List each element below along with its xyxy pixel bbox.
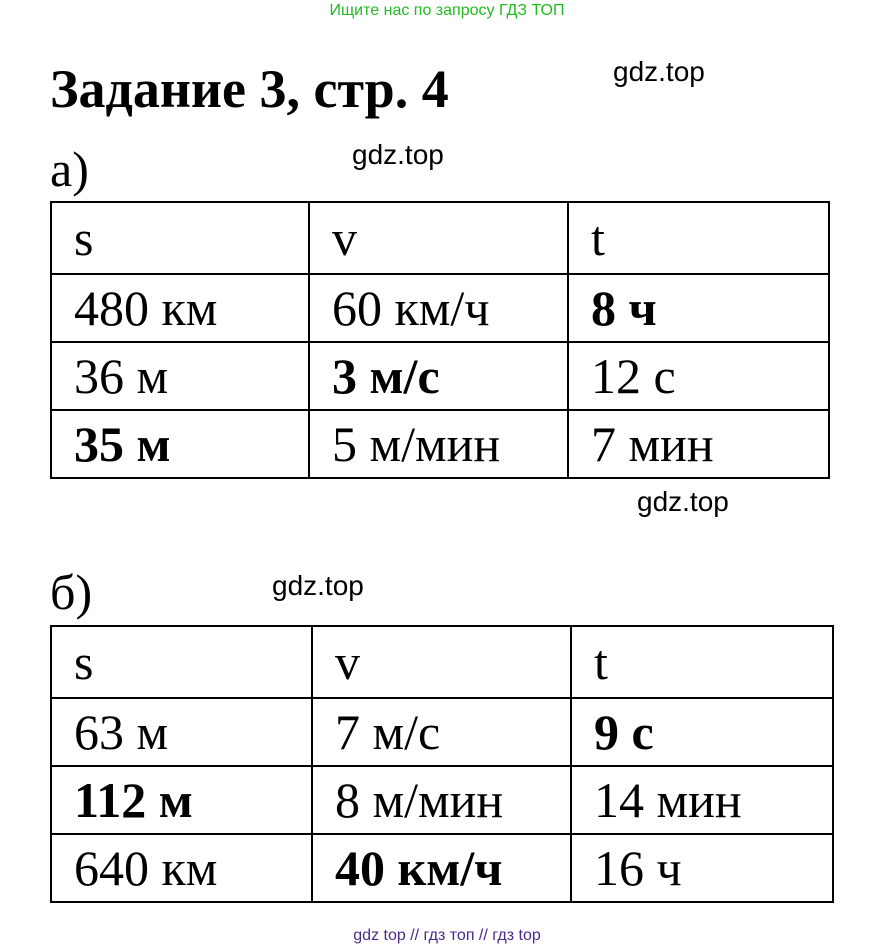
table-cell: 7 мин — [568, 410, 829, 478]
table-cell: 8 ч — [568, 274, 829, 342]
table-cell: 12 с — [568, 342, 829, 410]
table-a — [50, 201, 830, 479]
part-label-b: б) — [50, 564, 93, 620]
table-row — [51, 766, 833, 834]
table-row — [51, 274, 829, 342]
footer: gdz top // гдз топ // гдз top — [353, 927, 541, 944]
header-cell-s: s — [51, 202, 309, 274]
table-cell: 63 м — [51, 698, 312, 766]
table-cell: 60 км/ч — [309, 274, 568, 342]
top-banner: Ищите нас по запросу ГДЗ ТОП — [329, 2, 565, 19]
table-cell: 640 км — [51, 834, 312, 902]
table-header-row — [51, 202, 829, 274]
table-header-row — [51, 626, 833, 698]
table-cell: 35 м — [51, 410, 309, 478]
page-title: Задание 3, стр. 4 — [50, 59, 449, 119]
watermark: gdz.top — [272, 570, 364, 601]
table-cell: 7 м/с — [312, 698, 571, 766]
header-cell-t: t — [571, 626, 833, 698]
table-cell: 8 м/мин — [312, 766, 571, 834]
watermark: gdz.top — [352, 139, 444, 170]
watermark: gdz.top — [637, 486, 729, 517]
header-cell-v: v — [312, 626, 571, 698]
table-row — [51, 698, 833, 766]
table-cell: 40 км/ч — [312, 834, 571, 902]
table-b — [50, 625, 834, 903]
header-cell-v: v — [309, 202, 568, 274]
table-cell: 5 м/мин — [309, 410, 568, 478]
table-row — [51, 410, 829, 478]
table-cell: 480 км — [51, 274, 309, 342]
table-cell: 112 м — [51, 766, 312, 834]
header-cell-t: t — [568, 202, 829, 274]
table-cell: 36 м — [51, 342, 309, 410]
table-row — [51, 834, 833, 902]
header-cell-s: s — [51, 626, 312, 698]
table-cell: 16 ч — [571, 834, 833, 902]
table-cell: 14 мин — [571, 766, 833, 834]
part-label-a: а) — [50, 141, 89, 197]
watermark: gdz.top — [613, 56, 705, 87]
table-row — [51, 342, 829, 410]
table-cell: 9 с — [571, 698, 833, 766]
table-cell: 3 м/с — [309, 342, 568, 410]
